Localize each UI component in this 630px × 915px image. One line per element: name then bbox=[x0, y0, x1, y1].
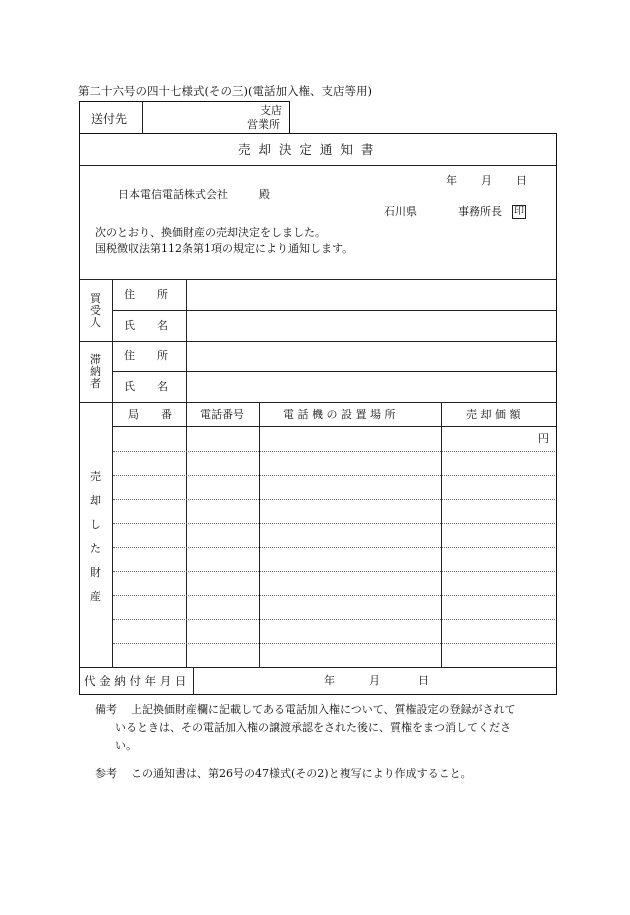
property-group-4: た bbox=[90, 542, 101, 555]
property-row-guide bbox=[113, 595, 555, 596]
property-row-guide bbox=[113, 571, 555, 572]
remark-line-1: 上記換価財産欄に記載してある電話加入権について、質権設定の登録がされて bbox=[131, 703, 516, 716]
remark-label: 備考 bbox=[95, 703, 117, 716]
delinquent-name-label: 氏 名 bbox=[124, 380, 168, 393]
delinquent-group-2: 納 bbox=[90, 365, 101, 378]
payment-year: 年 bbox=[324, 674, 335, 687]
property-col-2 bbox=[259, 403, 260, 667]
buyer-bottom-line bbox=[80, 341, 556, 342]
property-header-price: 売 却 価 額 bbox=[466, 408, 521, 421]
body-line-1: 次のとおり、換価財産の売却決定をしました。 bbox=[95, 226, 326, 239]
label-column-line bbox=[112, 280, 113, 667]
body-bottom-line bbox=[80, 279, 556, 280]
property-header-phone: 電話番号 bbox=[200, 408, 244, 421]
property-group-2: 却 bbox=[90, 494, 101, 507]
delinquent-group-1: 滞 bbox=[90, 353, 101, 366]
delinquent-address-label: 住 所 bbox=[124, 349, 168, 362]
seal-mark: 印 bbox=[514, 206, 524, 217]
property-group-3: し bbox=[90, 518, 101, 531]
delinquent-group-3: 者 bbox=[90, 377, 101, 390]
issuer-office-head: 事務所長 bbox=[458, 205, 502, 218]
buyer-group-1: 買 bbox=[90, 292, 101, 305]
send-to-divider bbox=[142, 102, 143, 134]
property-row-guide bbox=[113, 475, 555, 476]
property-col-1 bbox=[186, 403, 187, 667]
date-year: 年 bbox=[446, 174, 457, 187]
buyer-mid-line bbox=[112, 310, 556, 311]
property-row-guide bbox=[113, 547, 555, 548]
body-line-2: 国税徴収法第112条第1項の規定により通知します。 bbox=[95, 242, 354, 255]
property-row-guide bbox=[113, 643, 555, 644]
property-row-guide bbox=[113, 451, 555, 452]
property-row-guide bbox=[113, 619, 555, 620]
buyer-name-label: 氏 名 bbox=[124, 319, 168, 332]
payment-day: 日 bbox=[418, 674, 429, 687]
reference-label: 参考 bbox=[95, 767, 117, 780]
property-row-guide bbox=[113, 499, 555, 500]
date-month: 月 bbox=[481, 174, 492, 187]
recipient-name: 日本電信電話株式会社 bbox=[118, 188, 228, 201]
property-yen-unit: 円 bbox=[538, 432, 549, 445]
field-label-column-line bbox=[186, 280, 187, 403]
payment-top-line bbox=[80, 667, 556, 668]
send-to-branch: 支店 bbox=[260, 104, 282, 117]
payment-month: 月 bbox=[369, 674, 380, 687]
form-number: 第二十六号の四十七様式(その三)(電話加入権、支店等用) bbox=[78, 84, 372, 98]
buyer-address-label: 住 所 bbox=[124, 288, 168, 301]
reference-text: この通知書は、第26号の47様式(その2)と複写により作成すること。 bbox=[131, 767, 472, 780]
property-header-exchange: 局 番 bbox=[128, 408, 172, 421]
title-bottom-line bbox=[80, 165, 556, 166]
delinquent-mid-line bbox=[112, 371, 556, 372]
payment-label: 代 金 納 付 年 月 日 bbox=[84, 674, 187, 688]
date-day: 日 bbox=[516, 174, 527, 187]
property-group-6: 産 bbox=[90, 590, 101, 603]
buyer-group-3: 人 bbox=[90, 316, 101, 329]
property-col-3 bbox=[441, 403, 442, 667]
property-row-guide bbox=[113, 523, 555, 524]
property-group-1: 売 bbox=[90, 470, 101, 483]
buyer-group-2: 受 bbox=[90, 304, 101, 317]
property-header-line bbox=[112, 426, 556, 427]
send-to-office: 営業所 bbox=[247, 118, 280, 131]
property-header-location: 電 話 機 の 設 置 場 所 bbox=[283, 408, 396, 421]
payment-divider bbox=[193, 668, 194, 694]
recipient-honorific: 殿 bbox=[259, 188, 270, 201]
delinquent-bottom-line bbox=[80, 402, 556, 403]
remark-line-2: いるときは、その電話加入権の譲渡承認をされた後に、質権をまつ消してくださ bbox=[115, 721, 511, 734]
send-to-label: 送付先 bbox=[91, 112, 128, 126]
issuer-prefecture: 石川県 bbox=[384, 205, 417, 218]
document-title: 売 却 決 定 通 知 書 bbox=[238, 142, 376, 157]
remark-line-3: い。 bbox=[115, 739, 137, 752]
property-group-5: 財 bbox=[90, 566, 101, 579]
